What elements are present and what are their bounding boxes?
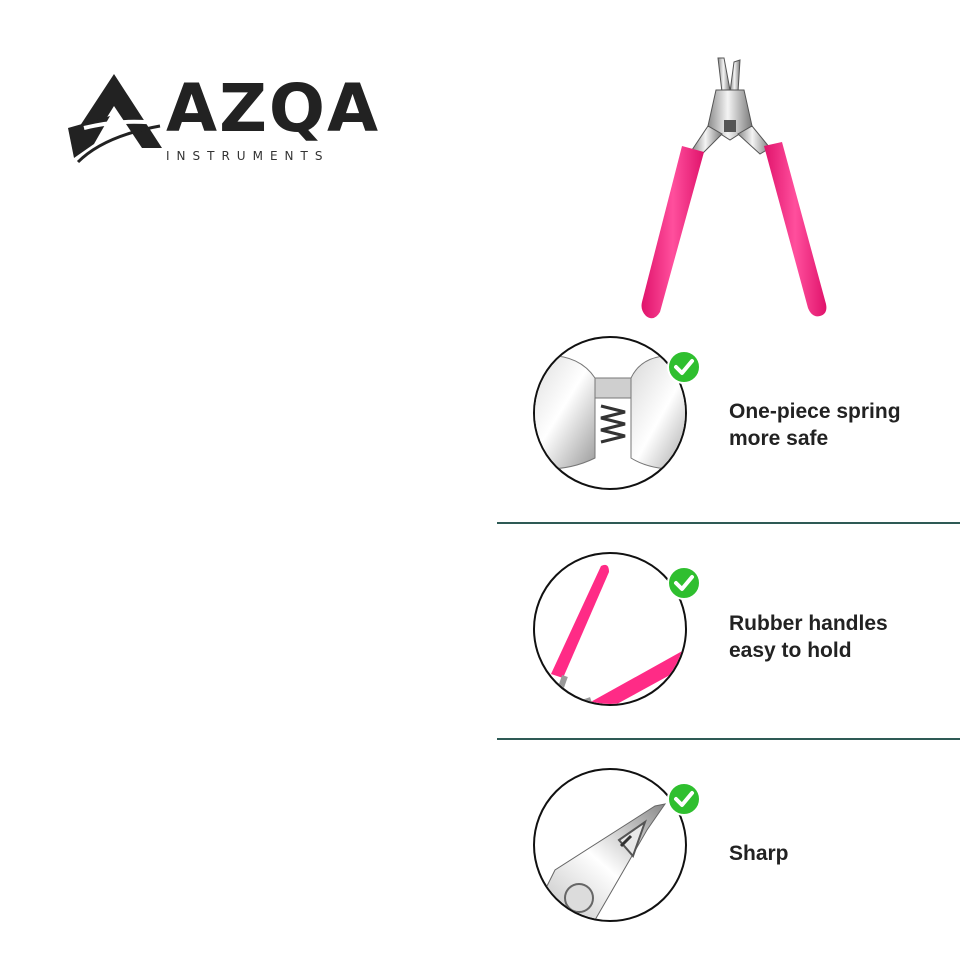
- brand-name: AZQA: [166, 70, 381, 147]
- feature-spring-line1: One-piece spring: [729, 400, 901, 423]
- brand-tagline: INSTRUMENTS: [166, 149, 330, 163]
- feature-handles: [497, 552, 960, 732]
- feature-handles-line2: easy to hold: [729, 639, 852, 662]
- rubber-handles-closeup-icon: [533, 552, 687, 706]
- check-icon: [667, 782, 701, 816]
- feature-handles-line1: Rubber handles: [729, 612, 888, 635]
- check-icon: [667, 566, 701, 600]
- check-icon: [667, 350, 701, 384]
- feature-sharp: [497, 768, 960, 948]
- feature-spring: [497, 336, 960, 516]
- divider: [497, 738, 960, 740]
- feature-handles-text: [729, 610, 888, 664]
- feature-sharp-line1: Sharp: [729, 842, 789, 865]
- cuticle-nipper-icon: [620, 50, 850, 330]
- sharp-tip-closeup-icon: [533, 768, 687, 922]
- spring-closeup-icon: [533, 336, 687, 490]
- feature-sharp-text: [729, 840, 789, 867]
- feature-spring-line2: more safe: [729, 427, 829, 450]
- feature-spring-text: [729, 398, 901, 452]
- divider: [497, 522, 960, 524]
